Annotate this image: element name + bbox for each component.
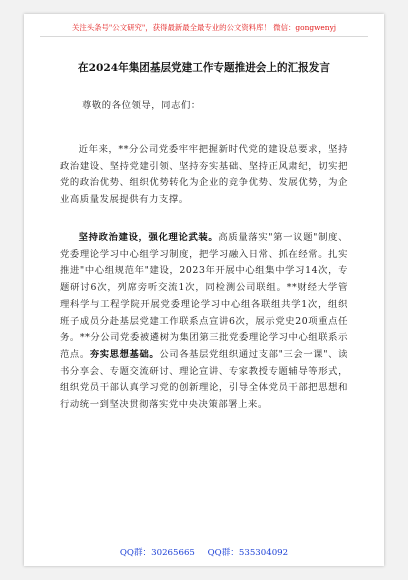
document-title: 在2024年集团基层党建工作专题推进会上的汇报发言 (78, 62, 330, 74)
section-text-b: 公司各基层党组织通过支部"三会一课"、读书分享会、专题交流研讨、理论宣讲、专家教授专题辅导等形式，组织党员干部认真学习党的创新理论，引导全体党员干部把思想和行动统一到坚决贯彻落实党中央决策部署上来。 (60, 348, 348, 411)
intro-text: 近年来，**分公司党委牢牢把握新时代党的建设总要求，坚持政治建设、坚持党建引领、坚持夯实基础、坚持正风肃纪，切实把党的政治优势、组织优势转化为企业的竞争优势、发展优势，为企业高质量发展提供有力支撑。 (60, 144, 348, 206)
intro-paragraph (60, 142, 348, 209)
section-text-a: 高质量落实"第一议题"制度、党委理论学习中心组学习制度，把学习融入日常、抓在经常。扎实推进"中心组规范年"建设，2023年开展中心组集中学习14次，专题研讨6次，列席旁听交流1次，同检测公司联组。**财经大学管理科学与工程学院开展党委理论学习中心组各联组共学1次，组织班子成员分赴基层党建工作联系点宣讲6次，展示党史20项重点任务。**分公司党委被遴树为集团第三批党委理论学习中心组联系示范点。 (60, 232, 349, 360)
page-footer (24, 546, 384, 558)
promo-banner[interactable]: 关注头条号"公文研究"，获得最新最全最专业的公文资料库！ 微信：gongwenyj (71, 23, 337, 32)
section-subheading: 夯实思想基础。 (89, 348, 160, 360)
section-paragraph (60, 230, 348, 414)
document-page (24, 14, 384, 566)
qq-group-link-2[interactable]: QQ群：535304092 (207, 548, 289, 558)
section-heading: 坚持政治建设，强化理论武装。 (78, 232, 219, 243)
header-divider (40, 36, 368, 37)
qq-group-link-1[interactable]: QQ群：30265665 (119, 548, 195, 558)
salutation: 尊敬的各位领导，同志们： (82, 100, 201, 111)
